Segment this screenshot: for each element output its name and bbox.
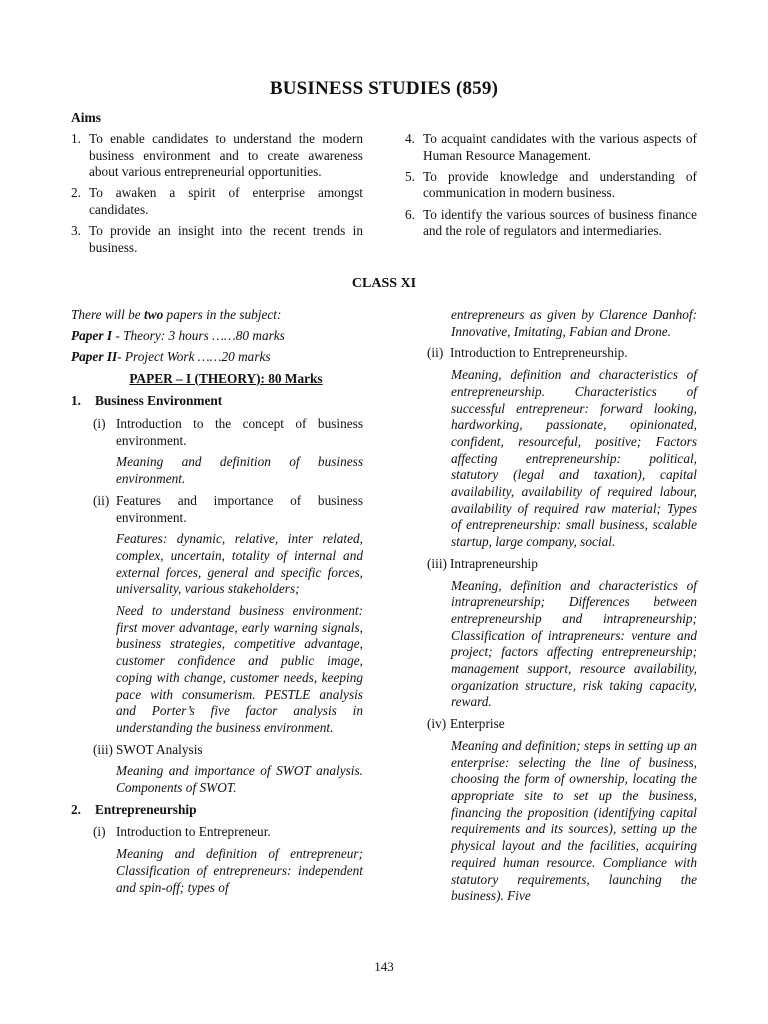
subtopic (71, 824, 363, 841)
section-number: 1. (71, 393, 81, 409)
paper-2-label: Paper II (71, 349, 118, 365)
aim-text: To acquaint candidates with the various aspects of Human Resource Management. (423, 131, 697, 163)
subtopic-title: Intrapreneurship (450, 555, 538, 571)
aim-number: 4. (405, 131, 415, 146)
paper-1-text: - Theory: 3 hours ……80 marks (112, 328, 285, 344)
subtopic-number: (iv) (427, 716, 447, 732)
papers-intro-text: papers in the subject: (163, 307, 282, 322)
document-title: BUSINESS STUDIES (859) (269, 78, 499, 99)
aim-text: To provide an insight into the recent trends in business. (89, 223, 363, 255)
aim-text: To awaken a spirit of enterprise amongst candidates. (89, 185, 363, 217)
subtopic-description: Meaning, definition and characteristics of entrepreneurship. Characteristics of successful entrepreneur: forward looking, hardworking, passionate, opinionated, confident, resourceful, positive; Factors affecting entrepreneurship: political, statutory (legal and taxation), capital availability, availability of required labour, availability of required raw material; Types of entrepreneurship: small business, scalable startup, large company, social. (451, 367, 697, 550)
right-column (405, 307, 697, 910)
subtopic-title: Introduction to Entrepreneurship. (450, 345, 628, 361)
aim-number: 1. (71, 131, 81, 146)
subtopic-title: Features and importance of business environment. (116, 492, 363, 525)
aim-item (71, 131, 363, 181)
subtopic-number: (i) (93, 416, 106, 432)
paper-2-text: - Project Work ……20 marks (117, 349, 271, 365)
papers-count: two (144, 307, 164, 322)
subtopic (405, 345, 697, 362)
subtopic-number: (iii) (93, 741, 113, 757)
aim-item (71, 223, 363, 256)
paper-2-line (71, 349, 363, 366)
papers-intro (71, 307, 363, 324)
subtopic (71, 493, 363, 526)
subtopic (405, 556, 697, 573)
aim-text: To enable candidates to understand the modern business environment and to create awareness about various entrepreneurial opportunities. (89, 131, 363, 180)
subtopic-title: Introduction to the concept of business environment. (116, 416, 363, 448)
paper-1-label: Paper I (71, 328, 112, 344)
subtopic-description: Meaning and importance of SWOT analysis. Components of SWOT. (116, 763, 363, 796)
subtopic-number: (ii) (427, 345, 444, 361)
page-number: 143 (374, 959, 394, 974)
subtopic-title: Introduction to Entrepreneur. (116, 824, 271, 840)
aim-number: 5. (405, 168, 415, 184)
paper-heading: PAPER – I (THEORY): 80 Marks (129, 370, 323, 386)
aim-item (405, 207, 697, 240)
subtopic-description: Meaning and definition of entrepreneur; Classification of entrepreneurs: independent and spin-off; types of (116, 846, 363, 895)
aim-item (405, 131, 697, 164)
subtopic (71, 742, 363, 759)
aim-number: 6. (405, 206, 415, 222)
subtopic-title: Enterprise (450, 716, 505, 732)
subtopic-title: SWOT Analysis (116, 741, 203, 757)
left-column (71, 307, 363, 901)
section-heading (71, 393, 363, 410)
subtopic (71, 416, 363, 449)
aim-number: 3. (71, 223, 81, 239)
subtopic-number: (i) (93, 824, 106, 840)
section-heading (71, 802, 363, 819)
section-title: Entrepreneurship (95, 801, 197, 817)
section-title: Business Environment (95, 393, 223, 409)
subtopic-description: Features: dynamic, relative, inter related, complex, uncertain, totality of internal and external forces, general and specific forces, universality, various stakeholders; (116, 531, 363, 597)
papers-intro-text: There will be (71, 307, 145, 322)
subtopic-description: Meaning and definition; steps in setting up an enterprise: selecting the line of business, choosing the form of ownership, locating the appropriate site to set up the business, financing the proposition (identifying capital requirements and its sources), setting up the physical layout and the facilities, acquiring required human resource. Compliance with statutory requirements, launching the business). Five (451, 737, 697, 904)
aim-item (405, 169, 697, 202)
aim-text: To provide knowledge and understanding of communication in modern business. (423, 168, 697, 201)
aim-item (71, 185, 363, 218)
paper-1-line (71, 328, 363, 345)
continued-description: entrepreneurs as given by Clarence Danhof: Innovative, Imitating, Fabian and Drone. (451, 307, 697, 339)
subtopic-number: (iii) (427, 555, 447, 571)
section-number: 2. (71, 801, 81, 817)
subtopic-number: (ii) (93, 492, 110, 508)
aim-number: 2. (71, 185, 81, 201)
subtopic-description: Meaning and definition of business environment. (116, 454, 363, 487)
subtopic (405, 716, 697, 733)
aims-list-right (405, 131, 697, 244)
aims-heading: Aims (71, 110, 101, 125)
subtopic-description: Meaning, definition and characteristics of intrapreneurship; Differences between entrepreneurship and intrapreneurship; Classification of intrapreneurs: venture and project; factors affecting entrepreneurship; management support, resource availability, organization structure, risk taking capacity, reward. (451, 577, 697, 710)
subtopic-description: Need to understand business environment: first mover advantage, early warning signals, business strategies, competitive advantage, customer confidence and public image, coping with change, customer needs, keeping pace with consumerism. PESTLE analysis and Porter’s five factor analysis in understanding the business environment. (116, 603, 363, 735)
class-title: CLASS XI (351, 276, 417, 291)
aim-text: To identify the various sources of business finance and the role of regulators and intermediaries. (423, 206, 697, 239)
aims-list-left (71, 131, 363, 261)
